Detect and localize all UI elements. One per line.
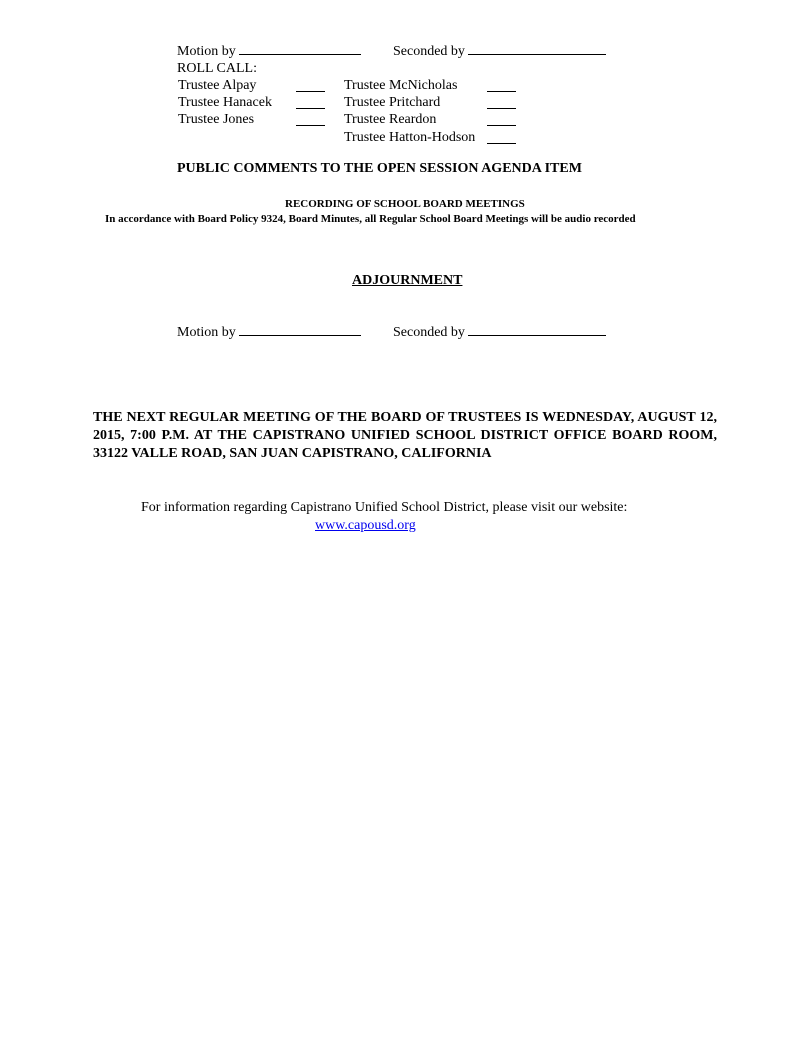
seconded-by-label: Seconded by	[393, 44, 465, 59]
trustee-left-3-blank	[296, 125, 325, 126]
trustee-right-4: Trustee Hatton-Hodson	[344, 130, 476, 145]
roll-call-label: ROLL CALL:	[177, 61, 257, 76]
motion-by-label: Motion by	[177, 325, 236, 340]
adjournment-heading: ADJOURNMENT	[352, 273, 463, 288]
trustee-left-2: Trustee Hanacek	[178, 95, 272, 110]
trustee-right-2-blank	[487, 108, 516, 109]
website-link[interactable]: www.capousd.org	[315, 518, 416, 533]
seconded-by-blank	[468, 42, 606, 55]
public-comments-heading: PUBLIC COMMENTS TO THE OPEN SESSION AGENDA ITEM	[177, 161, 582, 176]
seconded-by-line-2	[393, 323, 606, 341]
website-link-wrap	[315, 517, 416, 534]
motion-by-label: Motion by	[177, 44, 236, 59]
trustee-left-1: Trustee Alpay	[178, 78, 257, 93]
motion-by-blank	[239, 42, 361, 55]
trustee-right-1-blank	[487, 91, 516, 92]
recording-title: RECORDING OF SCHOOL BOARD MEETINGS	[285, 198, 525, 210]
info-text: For information regarding Capistrano Unified School District, please visit our website:	[141, 500, 628, 515]
seconded-by-label: Seconded by	[393, 325, 465, 340]
seconded-by-line-1	[393, 42, 606, 60]
motion-by-blank	[239, 323, 361, 336]
trustee-right-1: Trustee McNicholas	[344, 78, 458, 93]
motion-by-line-1	[177, 42, 361, 60]
trustee-left-2-blank	[296, 108, 325, 109]
motion-by-line-2	[177, 323, 361, 341]
recording-text: In accordance with Board Policy 9324, Board Minutes, all Regular School Board Meetings will be audio recorded	[105, 213, 636, 225]
trustee-left-1-blank	[296, 91, 325, 92]
next-meeting-announcement: THE NEXT REGULAR MEETING OF THE BOARD OF TRUSTEES IS WEDNESDAY, AUGUST 12, 2015, 7:00 P.M. AT THE CAPISTRANO UNIFIED SCHOOL DISTRICT OFFICE BOARD ROOM, 33122 VALLE ROAD, SAN JUAN CAPISTRANO, CALIFORNIA	[93, 410, 717, 461]
trustee-right-4-blank	[487, 143, 516, 144]
trustee-right-3: Trustee Reardon	[344, 112, 437, 127]
trustee-right-3-blank	[487, 125, 516, 126]
seconded-by-blank	[468, 323, 606, 336]
trustee-left-3: Trustee Jones	[178, 112, 255, 127]
trustee-right-2: Trustee Pritchard	[344, 95, 441, 110]
